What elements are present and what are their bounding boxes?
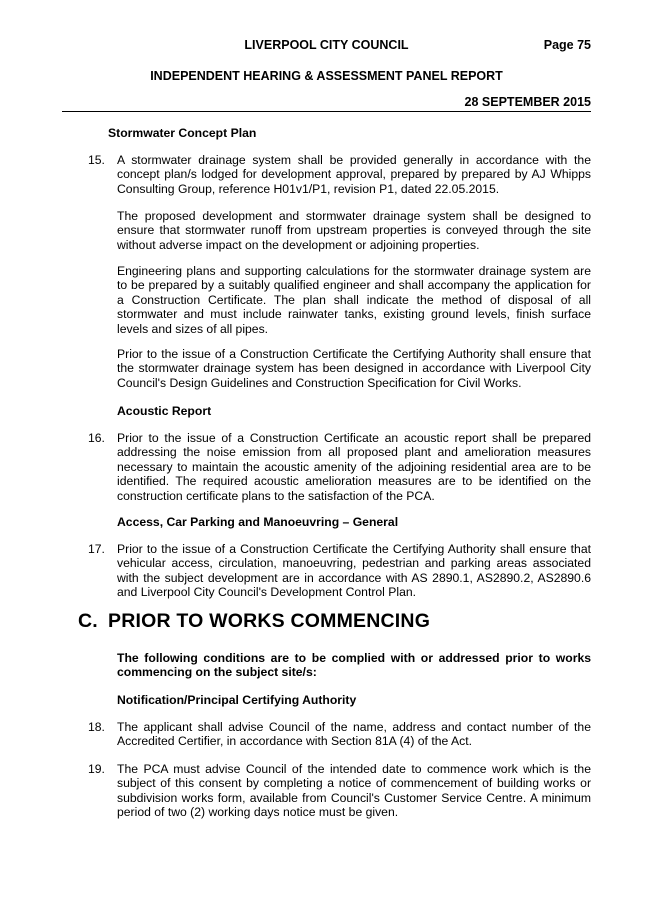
section-c-intro-wrap bbox=[117, 651, 591, 680]
condition-17-paragraph: Prior to the issue of a Construction Certificate the Certifying Authority shall ensure that vehicular access, circulation, manoeuvring, pedestrian and parking areas associated with the subject development are in accordance with AS 2890.1, AS2890.2, AS2890.6 and Liverpool City Council's Development Control Plan. bbox=[117, 542, 591, 600]
condition-19-paragraph: The PCA must advise Council of the intended date to commence work which is the subject of this consent by completing a notice of commencement of building works or subdivision works form, available from Council's Customer Service Centre. A minimum period of two (2) working days notice must be given. bbox=[117, 762, 591, 820]
condition-15-para-2-wrap bbox=[117, 209, 591, 252]
condition-15-para-3-wrap bbox=[117, 264, 591, 336]
condition-18-paragraph: The applicant shall advise Council of the name, address and contact number of the Accredited Certifier, in accordance with Section 81A (4) of the Act. bbox=[117, 720, 591, 749]
report-title: INDEPENDENT HEARING & ASSESSMENT PANEL REPORT bbox=[150, 69, 503, 83]
condition-15 bbox=[117, 153, 591, 196]
condition-17 bbox=[117, 542, 591, 600]
notification-heading: Notification/Principal Certifying Authority bbox=[117, 693, 357, 707]
condition-number-16: 16. bbox=[88, 431, 105, 445]
condition-19 bbox=[117, 762, 591, 820]
condition-number-17: 17. bbox=[88, 542, 105, 556]
condition-15-paragraph-4: Prior to the issue of a Construction Certificate the Certifying Authority shall ensure that the stormwater drainage system has been designed in accordance with Liverpool City Council's Design Guidelines and Construction Specification for Civil Works. bbox=[117, 347, 591, 390]
section-c-intro: The following conditions are to be complied with or addressed prior to works commencing on the subject site/s: bbox=[117, 651, 591, 680]
section-title: PRIOR TO WORKS COMMENCING bbox=[108, 610, 431, 632]
condition-15-paragraph-2: The proposed development and stormwater drainage system shall be designed to ensure that stormwater runoff from upstream properties is conveyed through the site without adverse impact on the development or adjoining properties. bbox=[117, 209, 591, 252]
condition-15-para-4-wrap bbox=[117, 347, 591, 390]
condition-16-paragraph: Prior to the issue of a Construction Certificate an acoustic report shall be prepared addressing the noise emission from all proposed plant and amelioration measures necessary to maintain the acoustic amenity of the adjoining residential area are to be identified. The required acoustic amelioration measures are to be identified on the construction certificate plans to the satisfaction of the PCA. bbox=[117, 431, 591, 503]
access-heading: Access, Car Parking and Manoeuvring – General bbox=[117, 515, 399, 529]
section-letter: C. bbox=[78, 610, 98, 632]
council-name: LIVERPOOL CITY COUNCIL bbox=[244, 38, 409, 52]
condition-number-15: 15. bbox=[88, 153, 105, 167]
section-c-heading bbox=[78, 610, 430, 633]
page-number: Page 75 bbox=[543, 38, 591, 52]
stormwater-heading: Stormwater Concept Plan bbox=[108, 126, 257, 140]
condition-number-18: 18. bbox=[88, 720, 105, 734]
condition-15-paragraph-3: Engineering plans and supporting calculations for the stormwater drainage system are to be prepared by a suitably qualified engineer and shall accompany the application for a Construction Certificate. The plan shall indicate the method of disposal of all stormwater and must include rainwater tanks, existing ground levels, finish surface levels and sizes of all pipes. bbox=[117, 264, 591, 336]
condition-18 bbox=[117, 720, 591, 749]
acoustic-heading: Acoustic Report bbox=[117, 404, 212, 418]
condition-number-19: 19. bbox=[88, 762, 105, 776]
header-divider bbox=[62, 111, 591, 112]
report-date: 28 SEPTEMBER 2015 bbox=[464, 95, 591, 109]
condition-15-paragraph-1: A stormwater drainage system shall be provided generally in accordance with the concept plan/s lodged for development approval, prepared by prepared by AJ Whipps Consulting Group, reference H01v1/P1, revision P1, dated 22.05.2015. bbox=[117, 153, 591, 196]
condition-16 bbox=[117, 431, 591, 503]
